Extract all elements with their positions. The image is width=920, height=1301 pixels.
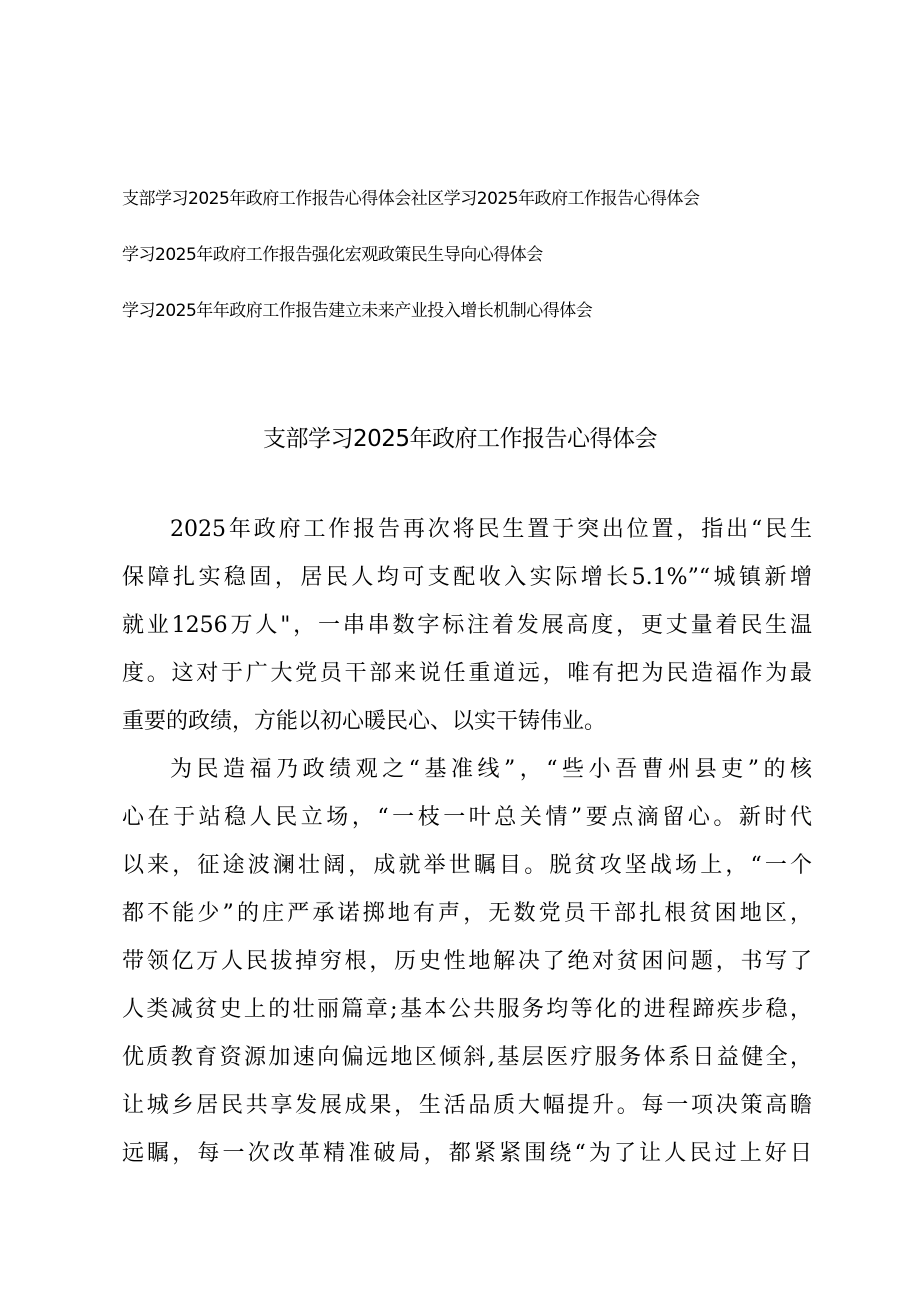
document-title: 支部学习2025年政府工作报告心得体会 — [262, 426, 658, 452]
paragraph-line: 2025年政府工作报告再次将民生置于突出位置，指出“民生 — [170, 517, 812, 542]
paragraph-line: 优质教育资源加速向偏远地区倾斜,基层医疗服务体系日益健全， — [122, 1045, 812, 1070]
paragraph-line: 都不能少”的庄严承诺掷地有声，无数党员干部扎根贫困地区， — [122, 901, 812, 926]
toc-entry-3: 学习2025年年政府工作报告建立未来产业投入增长机制心得体会 — [122, 301, 593, 321]
paragraph-line: 人类减贫史上的壮丽篇章;基本公共服务均等化的进程蹄疾步稳， — [122, 997, 812, 1022]
toc-entry-2: 学习2025年政府工作报告强化宏观政策民生导向心得体会 — [122, 245, 543, 265]
paragraph-2 — [122, 746, 812, 1178]
paragraph-line: 保障扎实稳固，居民人均可支配收入实际增长5.1%”“城镇新增 — [122, 565, 812, 590]
paragraph-line: 让城乡居民共享发展成果，生活品质大幅提升。每一项决策高瞻 — [122, 1093, 812, 1118]
paragraph-line: 度。这对于广大党员干部来说任重道远，唯有把为民造福作为最 — [122, 661, 812, 686]
paragraph-line: 重要的政绩，方能以初心暖民心、以实干铸伟业。 — [122, 709, 607, 734]
paragraph-line: 心在于站稳人民立场，“一枝一叶总关情”要点滴留心。新时代 — [122, 805, 812, 830]
toc-entry-1: 支部学习2025年政府工作报告心得体会社区学习2025年政府工作报告心得体会 — [122, 189, 700, 209]
paragraph-line: 远瞩，每一次改革精准破局，都紧紧围绕“为了让人民过上好日 — [122, 1141, 812, 1166]
paragraph-line: 带领亿万人民拔掉穷根，历史性地解决了绝对贫困问题，书写了 — [122, 949, 812, 974]
document-body — [122, 506, 812, 1178]
paragraph-line: 以来，征途波澜壮阔，成就举世瞩目。脱贫攻坚战场上，“一个 — [122, 853, 812, 878]
paragraph-line: 为民造福乃政绩观之“基准线”，“些小吾曹州县吏”的核 — [170, 757, 812, 782]
paragraph-1 — [122, 506, 812, 746]
paragraph-line: 就业1256万人"，一串串数字标注着发展高度，更丈量着民生温 — [122, 613, 812, 638]
